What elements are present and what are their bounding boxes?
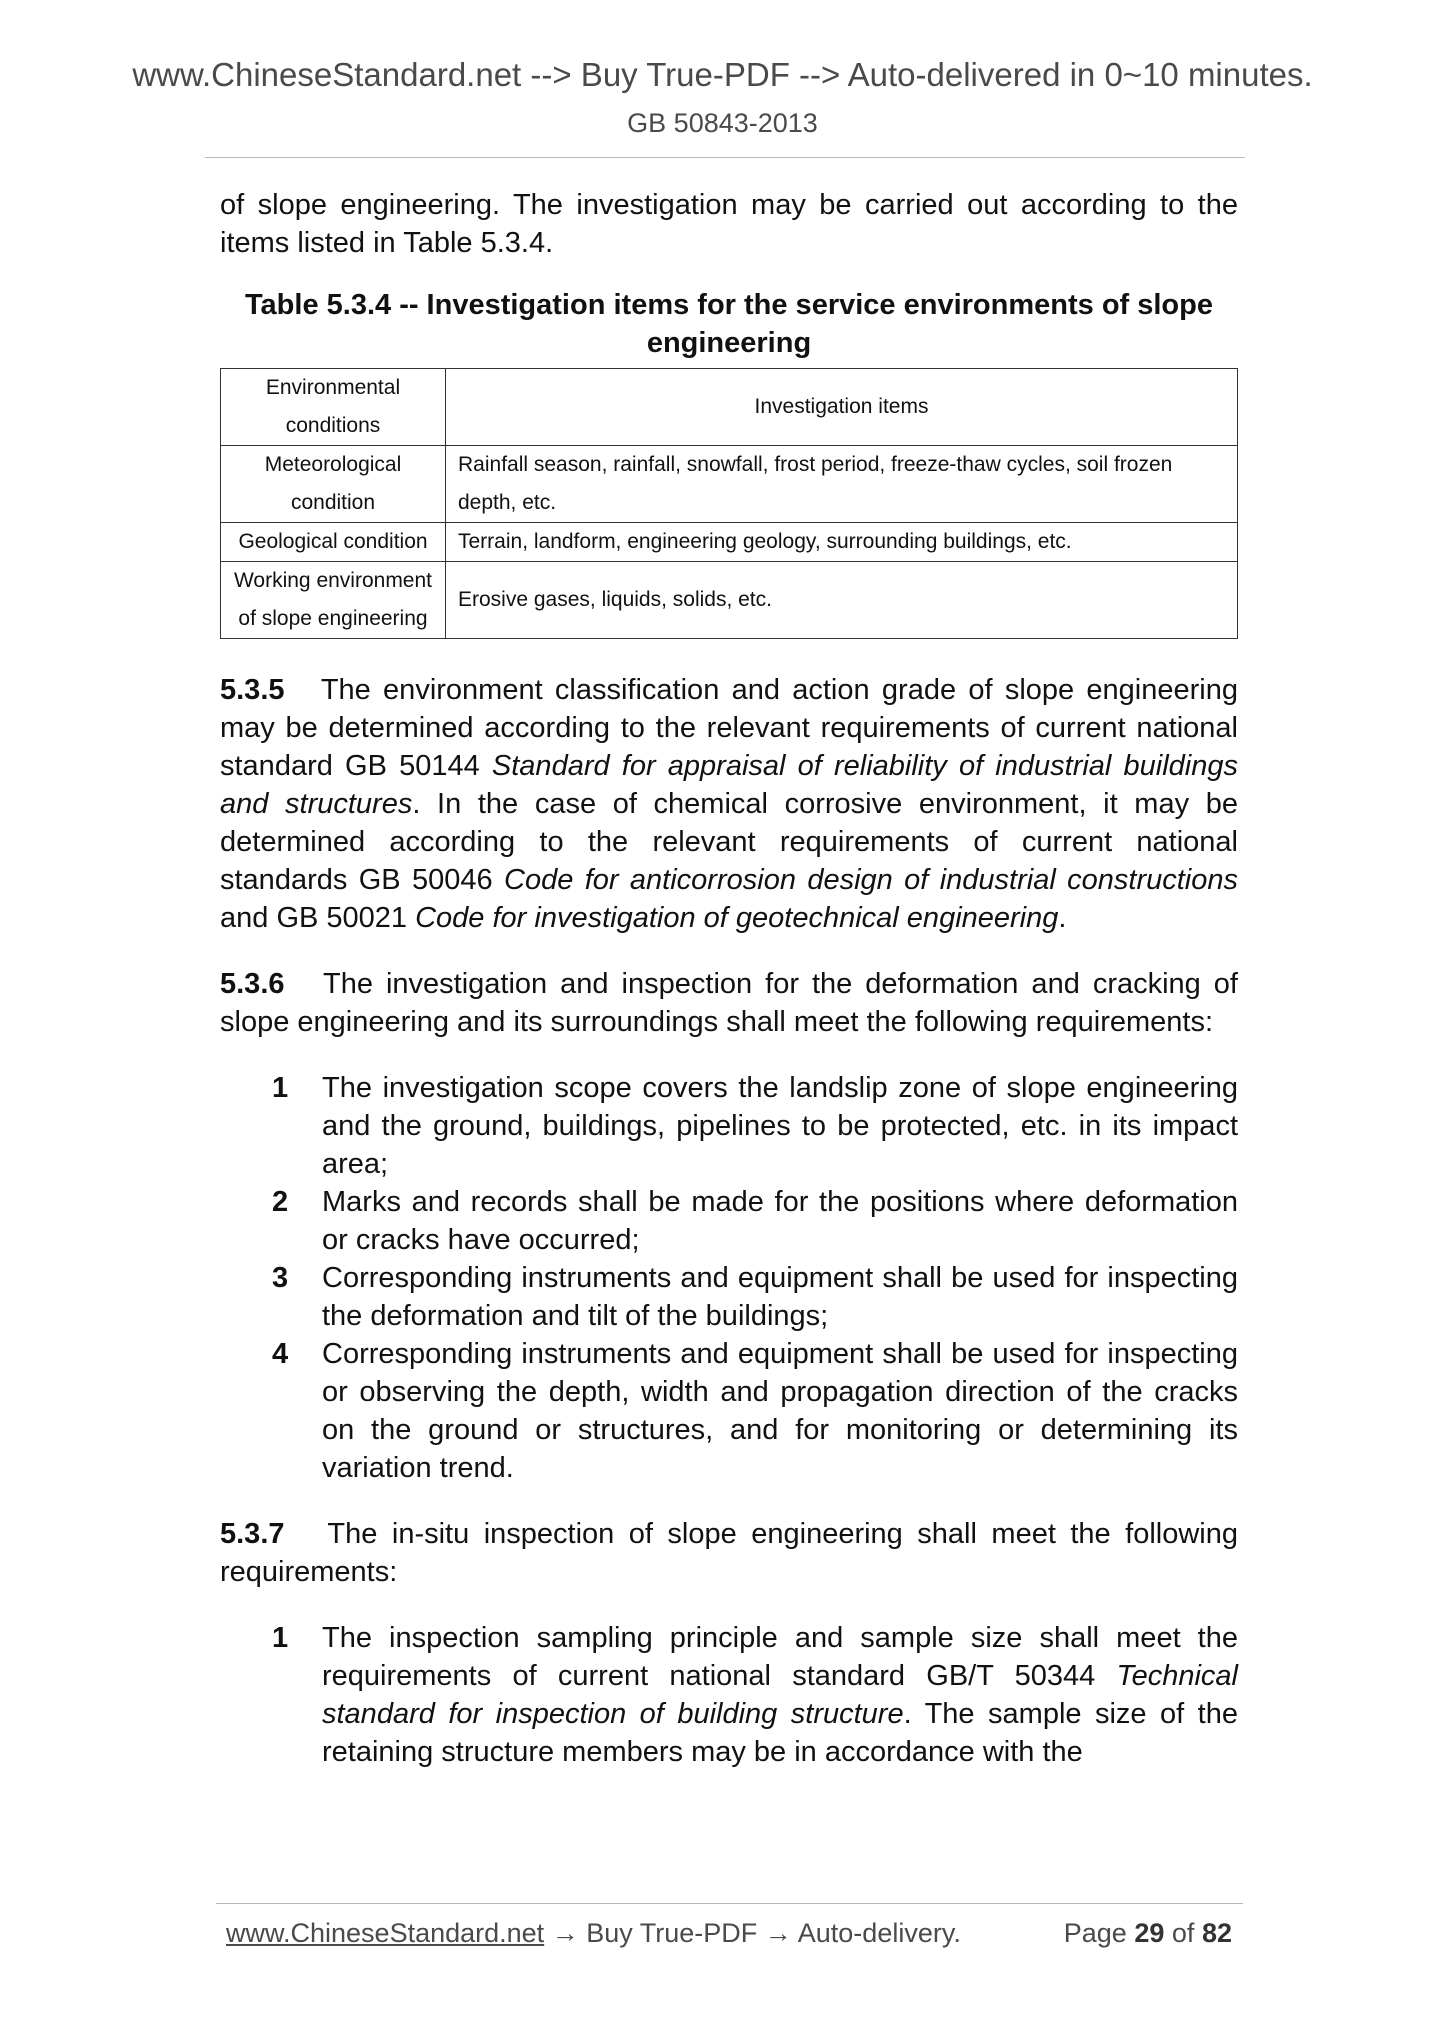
table-header-cell: Investigation items	[446, 369, 1238, 446]
table-row	[221, 523, 1238, 562]
standard-title: Technical standard for inspection of building structure	[322, 1660, 1238, 1730]
list-item: 2 Marks and records shall be made for the positions where deformation or cracks have occurred;	[272, 1186, 1238, 1256]
section-number: 5.3.6	[220, 968, 285, 1000]
standard-title: Standard for appraisal of reliability of industrial buildings and structures	[220, 750, 1239, 820]
table-cell: Terrain, landform, engineering geology, surrounding buildings, etc.	[446, 523, 1238, 562]
list-item: 1 The inspection sampling principle and sample size shall meet the requirements of current national standard GB/T 50344 Technical standard for inspection of building structure. The sample size of the retaining structure members may be in accordance with the	[272, 1622, 1238, 1768]
list-item: 4 Corresponding instruments and equipment shall be used for inspecting or observing the depth, width and propagation direction of the cracks on the ground or structures, and for monitoring or determining its variation trend.	[272, 1338, 1238, 1484]
page-content	[220, 186, 1238, 1771]
investigation-items-table	[220, 368, 1238, 639]
table-cell: Geological condition	[221, 523, 446, 562]
footer-divider	[216, 1903, 1243, 1904]
footer-site-link[interactable]: www.ChineseStandard.net	[226, 1918, 545, 1948]
list-item: 1 The investigation scope covers the landslip zone of slope engineering and the ground, buildings, pipelines to be protected, etc. in its impact area;	[272, 1072, 1238, 1180]
intro-paragraph: of slope engineering. The investigation may be carried out according to the items listed in Table 5.3.4.	[220, 189, 1238, 259]
section-5-3-5: 5.3.5 The environment classification and action grade of slope engineering may be determined according to the relevant requirements of current national standard GB 50144 Standard for appraisal of reliability of industrial buildings and structures. In the case of chemical corrosive environment, it may be determined according to the relevant requirements of current national standards GB 50046 Code for anticorrosion design of industrial constructions and GB 50021 Code for investigation of geotechnical engineering.	[220, 674, 1239, 934]
table-row	[221, 446, 1238, 523]
table-header-row	[221, 369, 1238, 446]
standard-title: Code for anticorrosion design of industrial constructions	[504, 864, 1238, 896]
section-number: 5.3.5	[220, 674, 285, 706]
requirements-list	[220, 1069, 1238, 1487]
table-cell: Working environment of slope engineering	[221, 562, 446, 639]
arrow-icon: →	[544, 1918, 587, 1948]
standard-title: Code for investigation of geotechnical engineering	[415, 902, 1059, 934]
footer-buy-text: Buy True-PDF	[586, 1918, 758, 1948]
arrow-icon: →	[757, 1918, 798, 1948]
header-banner: www.ChineseStandard.net --> Buy True-PDF --> Auto-delivered in 0~10 minutes.	[132, 56, 1313, 93]
table-row	[221, 562, 1238, 639]
page-number: Page 29 of 82	[1063, 1918, 1232, 1948]
table-caption: Table 5.3.4 -- Investigation items for the service environments of slope engineering	[244, 289, 1213, 359]
page-footer	[226, 1918, 1232, 1958]
table-cell: Erosive gases, liquids, solids, etc.	[446, 562, 1238, 639]
table-cell: Rainfall season, rainfall, snowfall, frost period, freeze-thaw cycles, soil frozen depth, etc.	[446, 446, 1238, 523]
section-5-3-7: 5.3.7 The in-situ inspection of slope engineering shall meet the following requirements:	[220, 1518, 1238, 1588]
section-number: 5.3.7	[220, 1518, 285, 1550]
requirements-list	[220, 1619, 1238, 1771]
header-standard-number: GB 50843-2013	[627, 108, 818, 138]
header-divider	[205, 157, 1245, 158]
table-cell: Meteorological condition	[221, 446, 446, 523]
section-5-3-6: 5.3.6 The investigation and inspection for the deformation and cracking of slope engineering and its surroundings shall meet the following requirements:	[220, 968, 1238, 1038]
list-item: 3 Corresponding instruments and equipment shall be used for inspecting the deformation and tilt of the buildings;	[272, 1262, 1238, 1332]
table-header-cell: Environmental conditions	[221, 369, 446, 446]
footer-delivery-text: Auto-delivery.	[797, 1918, 961, 1948]
